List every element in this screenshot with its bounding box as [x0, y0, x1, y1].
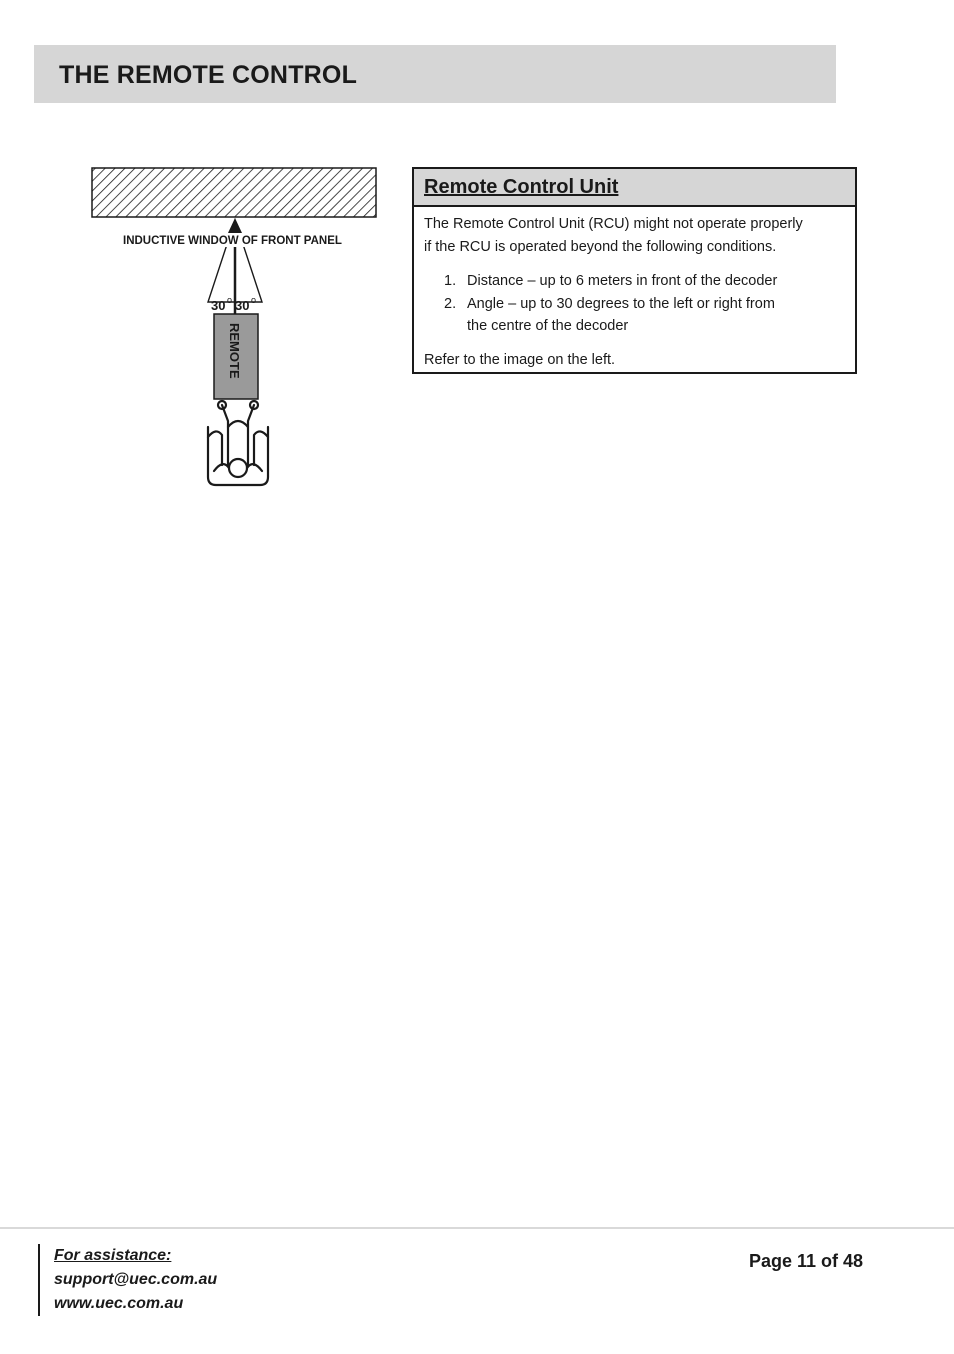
support-email-link[interactable]: support@uec.com.au — [54, 1271, 218, 1288]
info-box-title: Remote Control Unit — [424, 176, 619, 198]
info-box-header — [414, 169, 855, 207]
page-number: Page 11 of 48 — [749, 1251, 864, 1271]
footer-accent-bar — [38, 1244, 40, 1316]
angle-right-degree: o — [251, 295, 257, 305]
info-box-body — [424, 213, 844, 372]
remote-label: REMOTE — [227, 323, 242, 379]
angle-left-label: 30 — [211, 298, 226, 313]
page-title: THE REMOTE CONTROL — [59, 61, 358, 89]
front-panel-window — [92, 168, 376, 217]
footer-divider — [0, 1227, 954, 1229]
list-item — [424, 293, 844, 338]
conditions-list — [424, 270, 844, 338]
hands-icon — [208, 401, 268, 485]
list-item — [424, 270, 844, 293]
footer-contact — [54, 1244, 217, 1316]
panel-label: INDUCTIVE WINDOW OF FRONT PANEL — [123, 235, 342, 247]
list-item-text: Distance – up to 6 meters in front of the decoder — [467, 273, 778, 289]
info-box — [412, 167, 857, 374]
outro-line: Refer to the image on the left. — [424, 351, 616, 368]
header-bar — [34, 45, 836, 103]
assistance-label: For assistance: — [54, 1247, 172, 1264]
intro-line: if the RCU is operated beyond the following conditions. — [424, 239, 777, 255]
angle-left-degree: o — [227, 295, 233, 305]
angle-right-label: 30 — [235, 298, 250, 313]
intro-line: The Remote Control Unit (RCU) might not operate properly — [424, 216, 803, 232]
list-item-number: 2. — [444, 295, 457, 312]
remote-range-diagram — [88, 165, 388, 495]
direction-arrow — [228, 218, 242, 233]
list-item-number: 1. — [444, 273, 457, 289]
website-link[interactable]: www.uec.com.au — [54, 1295, 184, 1312]
list-item-text: Angle – up to 30 degrees to the left or right from — [467, 295, 775, 312]
list-item-text: the centre of the decoder — [467, 318, 629, 334]
